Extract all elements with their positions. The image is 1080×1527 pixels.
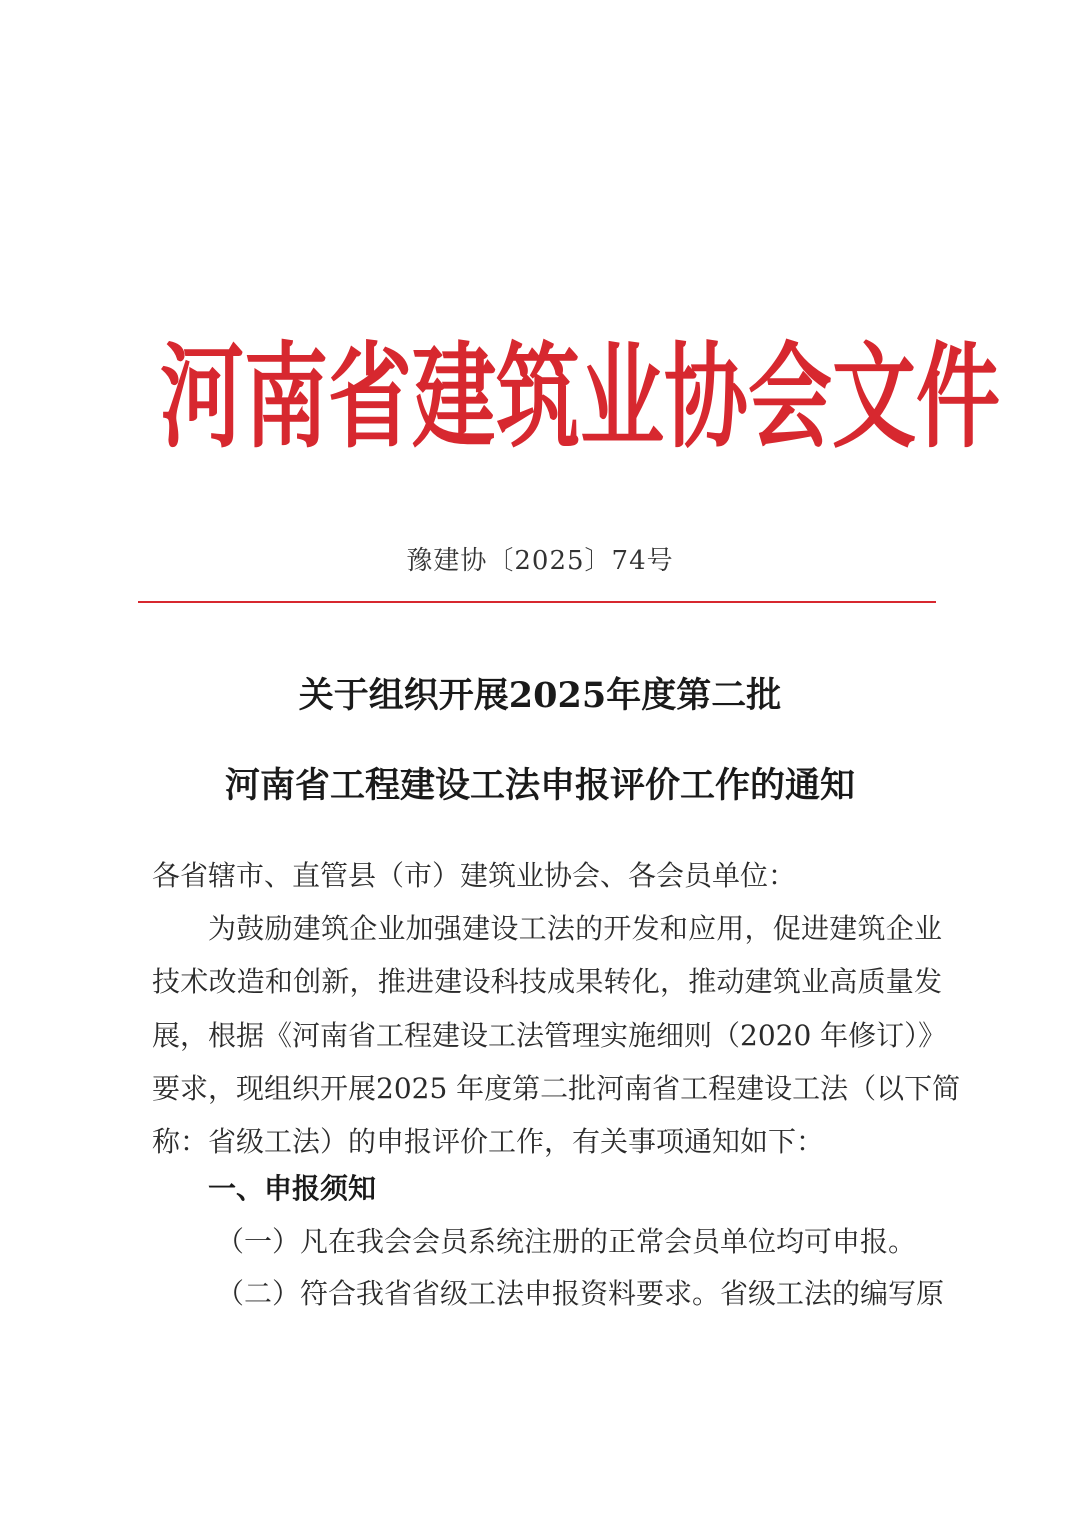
- paragraph-line: 称：省级工法）的申报评价工作，有关事项通知如下：: [152, 1125, 825, 1158]
- salutation: 各省辖市、直管县（市）建筑业协会、各会员单位：: [152, 859, 797, 892]
- paragraph-line: 技术改造和创新，推进建设科技成果转化，推动建筑业高质量发: [152, 965, 942, 998]
- paragraph-line: 展，根据《河南省工程建设工法管理实施细则（2020 年修订）》: [152, 1019, 947, 1052]
- paragraph-line: 为鼓励建筑企业加强建设工法的开发和应用，促进建筑企业: [208, 912, 942, 945]
- document-masthead: 河南省建筑业协会文件: [160, 330, 1001, 464]
- list-item: （一）凡在我会会员系统注册的正常会员单位均可申报。: [216, 1225, 917, 1258]
- red-divider: [138, 601, 936, 603]
- section-heading: 一、申报须知: [208, 1172, 377, 1205]
- title-line-2: 河南省工程建设工法申报评价工作的通知: [224, 765, 855, 806]
- list-item: （二）符合我省省级工法申报资料要求。省级工法的编写原: [216, 1277, 945, 1310]
- paragraph-line: 要求，现组织开展2025 年度第二批河南省工程建设工法（以下简: [152, 1072, 961, 1105]
- document-number: 豫建协〔2025〕74号: [406, 546, 674, 576]
- title-line-1: 关于组织开展2025年度第二批: [298, 675, 782, 716]
